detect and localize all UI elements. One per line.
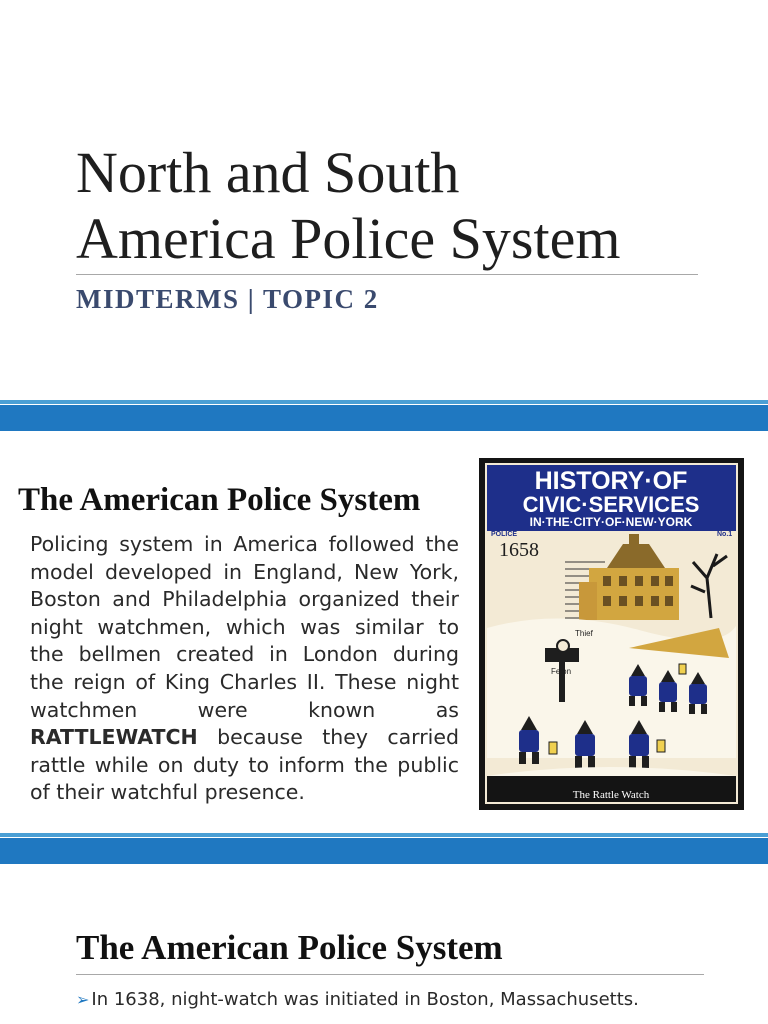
- poster-year: 1658: [499, 539, 539, 561]
- slide1-title: [76, 140, 736, 272]
- body-line: watchmen were known as: [30, 697, 459, 722]
- slide-separator-band: [0, 405, 768, 431]
- rattlewatch-term: RATTLEWATCH: [30, 725, 198, 750]
- body-line: rattle while on duty to inform the public: [30, 752, 459, 777]
- body-line: the bellmen created in London during: [30, 642, 459, 667]
- rattle-watch-poster-image: [479, 458, 744, 810]
- poster-heading-3: IN·THE·CITY·OF·NEW·YORK: [529, 515, 693, 529]
- slide1-title-line2: America Police System: [76, 206, 621, 271]
- poster-small-right: No.1: [717, 531, 733, 538]
- slide2-title: The American Police System: [18, 482, 421, 518]
- bullet-text: In 1638, night-watch was initiated in Boston, Massachusetts.: [91, 989, 639, 1010]
- title-divider: [76, 974, 704, 975]
- body-line: Boston and Philadelphia organized their: [30, 587, 459, 612]
- poster-label-thief: Thief: [575, 629, 593, 638]
- slide-separator-band: [0, 838, 768, 864]
- body-line: Policing system in America followed the: [30, 532, 459, 556]
- poster-caption: The Rattle Watch: [572, 789, 650, 801]
- slide1-subtitle: MIDTERMS | TOPIC 2: [76, 284, 379, 314]
- body-line: model developed in England, New York,: [30, 559, 459, 584]
- bullet-item: [76, 989, 639, 1010]
- slide-separator-thin: [0, 400, 768, 404]
- title-divider: [76, 274, 698, 275]
- poster-label-felon: Felon: [551, 667, 572, 676]
- body-line: night watchmen, which was similar to: [30, 614, 459, 639]
- slide3-title: The American Police System: [76, 928, 503, 967]
- poster-heading-2: CIVIC·SERVICES: [522, 492, 700, 517]
- arrow-bullet-icon: ➢: [76, 990, 90, 1009]
- body-line: of their watchful presence.: [30, 780, 305, 805]
- body-line-rattlewatch: [30, 724, 459, 752]
- poster-heading-1: HISTORY·OF: [534, 467, 688, 495]
- slide2-body-text: [30, 531, 459, 807]
- slide1-title-line1: North and South: [76, 140, 460, 205]
- poster-small-left: POLICE: [491, 531, 518, 538]
- slide-separator-thin: [0, 833, 768, 837]
- body-line: the reign of King Charles II. These night: [30, 669, 459, 694]
- body-line-fragment: because they carried: [197, 725, 459, 750]
